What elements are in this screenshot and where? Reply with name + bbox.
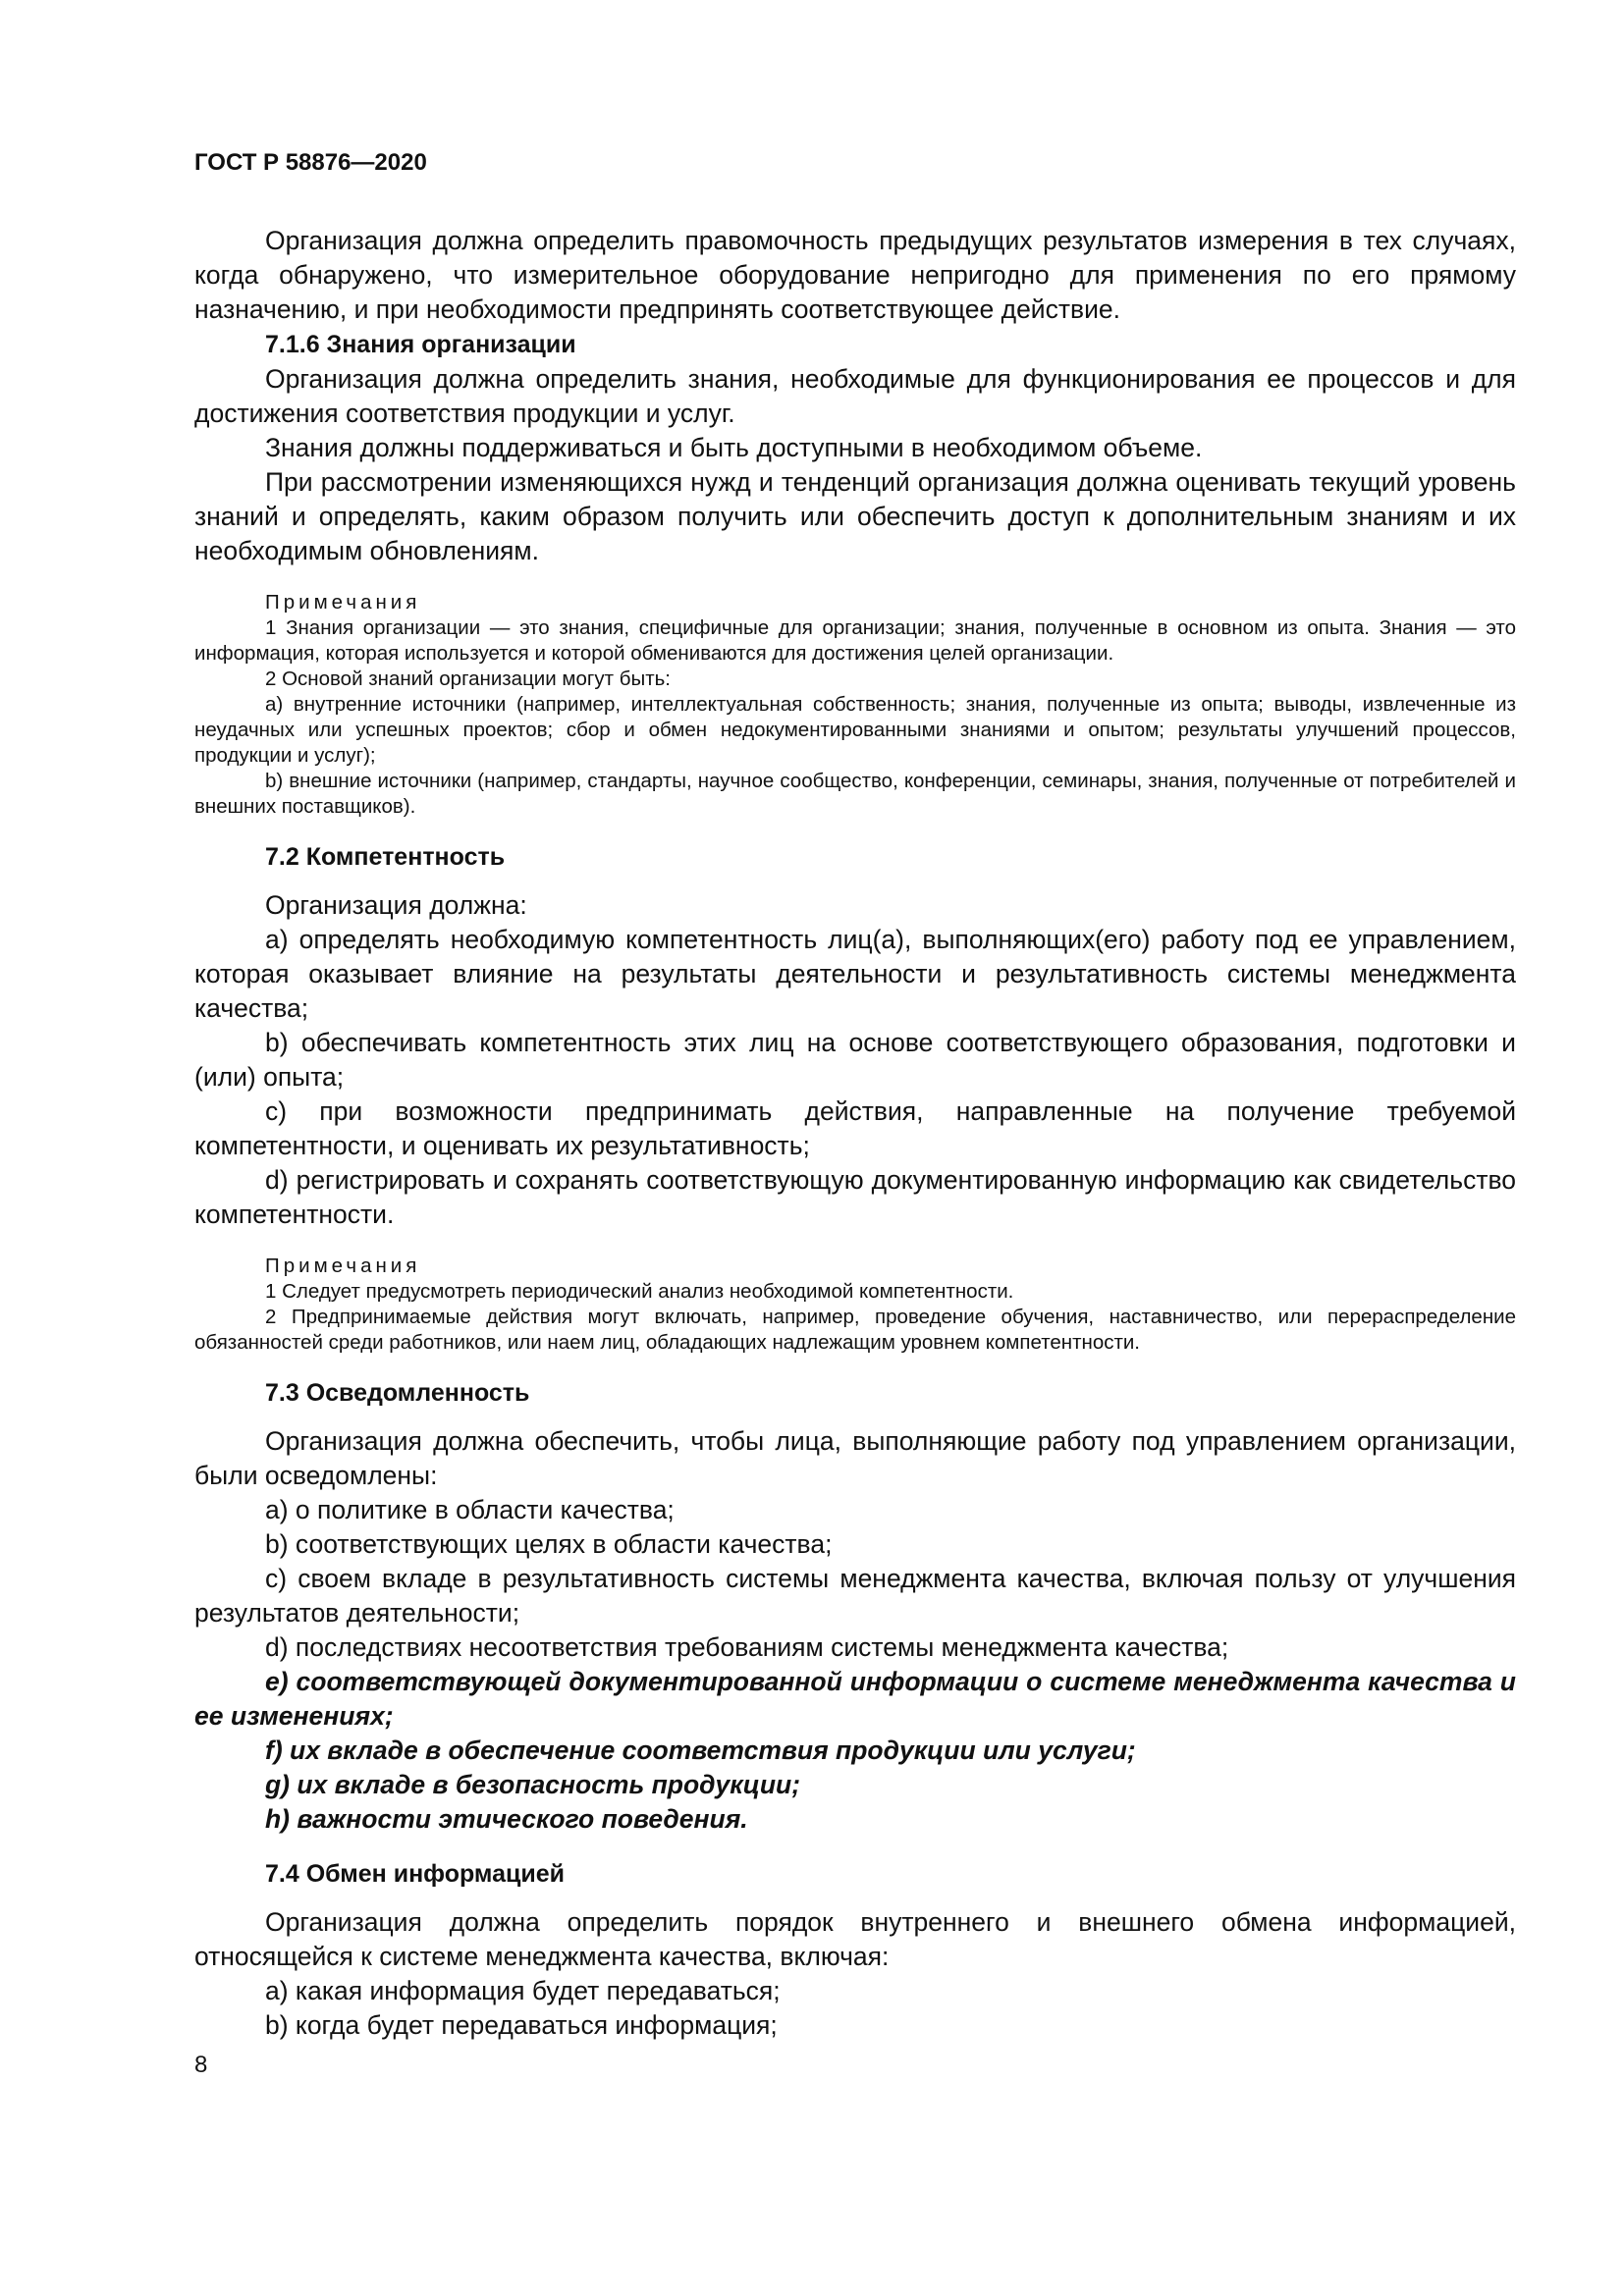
paragraph: При рассмотрении изменяющихся нужд и тенденций организация должна оценивать текущий уровень знаний и определять, каким образом получить или обеспечить доступ к дополнительным знаниям и их необходимым обновлениям. bbox=[194, 467, 1516, 565]
list-item: b) соответствующих целях в области качества; bbox=[265, 1529, 833, 1559]
note-item: 1 Знания организации — это знания, специфичные для организации; знания, полученные в основном из опыта. Знания — это информация, которая используется и которой обмениваются для достижения целей организации. bbox=[194, 616, 1516, 665]
paragraph: Организация должна: bbox=[265, 890, 527, 920]
list-item: c) своем вкладе в результативность системы менеджмента качества, включая пользу от улучшения результатов деятельности; bbox=[194, 1564, 1516, 1628]
list-item-emphasized: e) соответствующей документированной информации о системе менеджмента качества и ее изменениях; bbox=[194, 1667, 1516, 1731]
page-number: 8 bbox=[194, 2052, 208, 2078]
note-item: 1 Следует предусмотреть периодический анализ необходимой компетентности. bbox=[265, 1280, 1014, 1303]
paragraph: Организация должна определить правомочность предыдущих результатов измерения в тех случаях, когда обнаружено, что измерительное оборудование непригодно для применения по его прямому назначению, и при необходимости предпринять соответствующее действие. bbox=[194, 226, 1516, 324]
section-heading-7-3: 7.3 Осведомленность bbox=[265, 1379, 530, 1407]
note-item: b) внешние источники (например, стандарты, научное сообщество, конференции, семинары, знания, полученные от потребителей и внешних поставщиков). bbox=[194, 770, 1516, 818]
paragraph: Организация должна определить знания, необходимые для функционирования ее процессов и для достижения соответствия продукции и услуг. bbox=[194, 364, 1516, 428]
list-item: b) когда будет передаваться информация; bbox=[265, 2010, 778, 2040]
list-item: c) при возможности предпринимать действия, направленные на получение требуемой компетентности, и оценивать их результативность; bbox=[194, 1096, 1516, 1160]
paragraph: Знания должны поддерживаться и быть доступными в необходимом объеме. bbox=[265, 433, 1203, 462]
list-item: d) регистрировать и сохранять соответствующую документированную информацию как свидетельство компетентности. bbox=[194, 1165, 1516, 1229]
section-heading-7-4: 7.4 Обмен информацией bbox=[265, 1860, 566, 1888]
note-item: 2 Предпринимаемые действия могут включать, например, проведение обучения, наставничество, или перераспределение обязанностей среди работников, или наем лиц, обладающих надлежащим уровнем компетентности. bbox=[194, 1306, 1516, 1354]
note-item: 2 Основой знаний организации могут быть: bbox=[265, 667, 671, 690]
section-heading-7-2: 7.2 Компетентность bbox=[265, 843, 506, 871]
note-item: a) внутренние источники (например, интеллектуальная собственность; знания, полученные из опыта; выводы, извлеченные из неудачных или успешных проектов; сбор и обмен недокументированными знаниями и опытом; результаты улучшений процессов, продукции и услуг); bbox=[194, 693, 1516, 767]
document-header: ГОСТ Р 58876—2020 bbox=[194, 149, 427, 176]
list-item: b) обеспечивать компетентность этих лиц на основе соответствующего образования, подготовки и (или) опыта; bbox=[194, 1028, 1516, 1092]
notes-title: Примечания bbox=[265, 591, 421, 614]
document-body bbox=[194, 224, 1516, 2043]
list-item: a) о политике в области качества; bbox=[265, 1495, 675, 1524]
list-item-emphasized: f) их вкладе в обеспечение соответствия продукции или услуги; bbox=[265, 1735, 1136, 1765]
notes-title: Примечания bbox=[265, 1255, 421, 1277]
section-heading-7-1-6: 7.1.6 Знания организации bbox=[265, 331, 576, 358]
list-item-emphasized: h) важности этического поведения. bbox=[265, 1804, 748, 1834]
list-item-emphasized: g) их вкладе в безопасность продукции; bbox=[265, 1770, 801, 1799]
paragraph: Организация должна определить порядок внутреннего и внешнего обмена информацией, относящейся к системе менеджмента качества, включая: bbox=[194, 1907, 1516, 1971]
list-item: a) определять необходимую компетентность лиц(а), выполняющих(его) работу под ее управлением, которая оказывает влияние на результаты деятельности и результативность системы менеджмента качества; bbox=[194, 925, 1516, 1023]
paragraph: Организация должна обеспечить, чтобы лица, выполняющие работу под управлением организации, были осведомлены: bbox=[194, 1426, 1516, 1490]
list-item: a) какая информация будет передаваться; bbox=[265, 1976, 781, 2005]
list-item: d) последствиях несоответствия требованиям системы менеджмента качества; bbox=[265, 1632, 1229, 1662]
